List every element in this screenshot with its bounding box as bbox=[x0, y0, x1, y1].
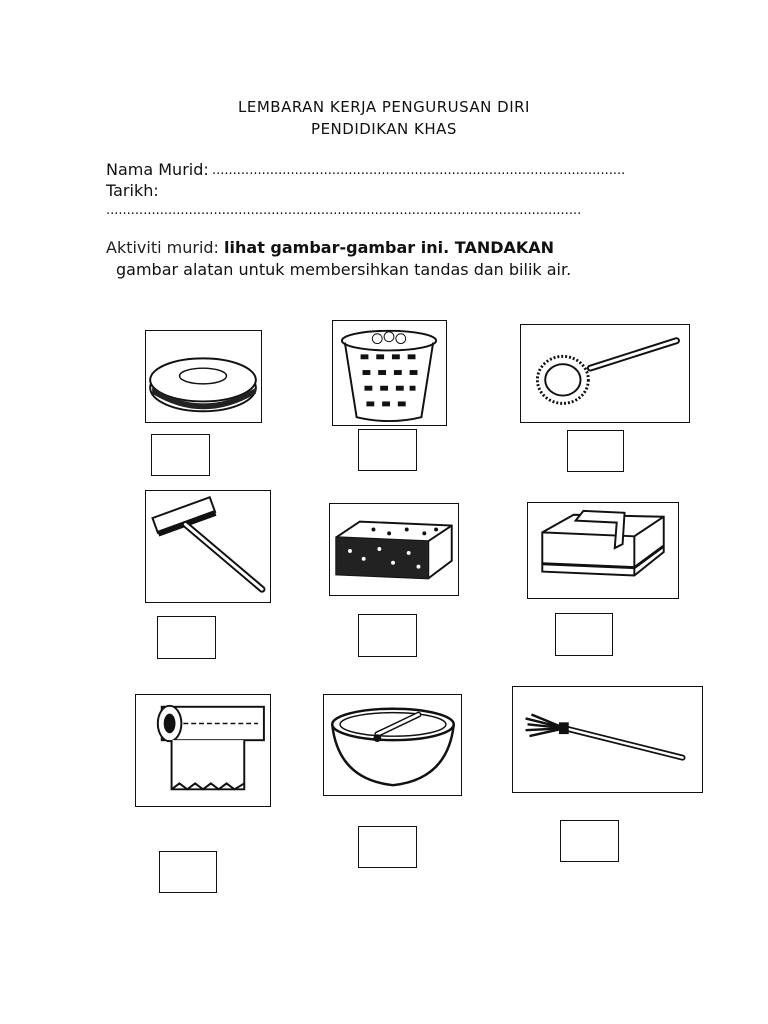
basin-icon bbox=[324, 695, 461, 795]
name-label: Nama Murid: bbox=[106, 160, 209, 179]
instruction-line-1 bbox=[106, 238, 554, 257]
date-label: Tarikh: bbox=[106, 181, 159, 200]
picture-toilet-paper-roll bbox=[135, 694, 271, 807]
picture-laundry-basket bbox=[332, 320, 447, 426]
instruction-text-1: lihat gambar-gambar ini. TANDAKAN bbox=[224, 238, 555, 257]
tick-box-2[interactable] bbox=[358, 429, 417, 471]
picture-soap-holder bbox=[527, 502, 679, 599]
laundry-basket-icon bbox=[333, 321, 446, 425]
tick-box-8[interactable] bbox=[358, 826, 417, 868]
scrub-pad-icon bbox=[146, 331, 261, 422]
name-field[interactable]: .................................................................................................... bbox=[212, 163, 626, 178]
soap-holder-icon bbox=[528, 503, 678, 598]
instruction-text-2: gambar alatan untuk membersihkan tandas dan bilik air. bbox=[116, 260, 572, 279]
picture-toilet-brush bbox=[520, 324, 690, 423]
page-title: LEMBARAN KERJA PENGURUSAN DIRI bbox=[238, 98, 530, 116]
picture-scrub-pad bbox=[145, 330, 262, 423]
tick-box-4[interactable] bbox=[157, 616, 216, 659]
tick-box-1[interactable] bbox=[151, 434, 210, 476]
tick-box-6[interactable] bbox=[555, 613, 613, 656]
page-subtitle: PENDIDIKAN KHAS bbox=[311, 120, 457, 138]
picture-sponge bbox=[329, 503, 459, 596]
toilet-paper-roll-icon bbox=[136, 695, 270, 806]
tick-box-5[interactable] bbox=[358, 614, 417, 657]
mop-icon bbox=[513, 687, 702, 792]
picture-mop bbox=[512, 686, 703, 793]
date-field[interactable]: ................................................................................................................... bbox=[106, 203, 582, 218]
tick-box-7[interactable] bbox=[159, 851, 217, 893]
instruction-label: Aktiviti murid: bbox=[106, 238, 219, 257]
tick-box-3[interactable] bbox=[567, 430, 624, 472]
toilet-brush-icon bbox=[521, 325, 689, 422]
picture-scrub-brush bbox=[145, 490, 271, 603]
tick-box-9[interactable] bbox=[560, 820, 619, 862]
picture-basin bbox=[323, 694, 462, 796]
sponge-icon bbox=[330, 504, 458, 595]
scrub-brush-icon bbox=[146, 491, 270, 602]
